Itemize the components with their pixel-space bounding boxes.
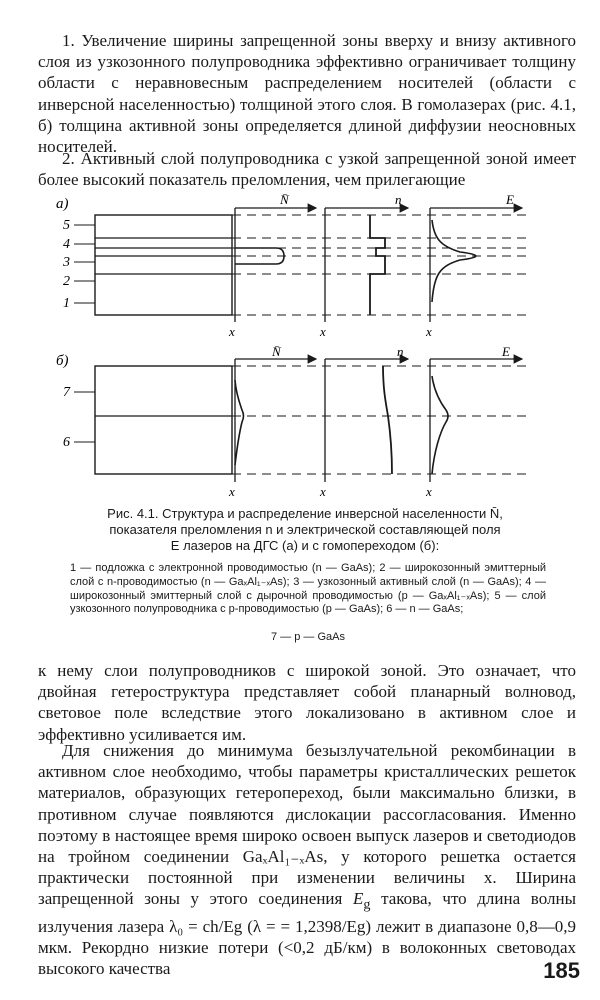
paragraph-3: к нему слои полупроводников с широкой зоной. Это означает, что двойная гетероструктура представляет собой планарный волновод, световое поле вследствие этого локализовано в активном слое и эффективно усиливается им.	[38, 661, 576, 744]
layer-label-2: 2	[63, 274, 70, 289]
figure-diagram	[40, 190, 560, 510]
paragraph-1: 1. Увеличение ширины запрещенной зоны вверху и внизу активного слоя из узкозонного полупроводника эффективно ограничивает толщину области с неравновесным распределением носителей (области с инверсной населенностью) толщиной этого слоя. В гомолазерах (рис. 4.1, б) толщина активной зоны определяется длиной диффузии неосновных носителей.	[38, 31, 576, 157]
band-gap-subscript: g	[363, 896, 371, 913]
wavelength-formula: λ₀ = ch/Eg (λ = = 1,2398/Eg)	[169, 917, 372, 937]
axis-label-N-a: N̄	[280, 192, 289, 207]
paragraph-2: 2. Активный слой полупроводника с узкой запрещенной зоной имеет более высокий показатель преломления, чем прилегающие	[38, 149, 576, 190]
paragraph-4-part-a: Для снижения до минимума безызлучательной рекомбинации в активном слое необходимо, чтобы параметры кристаллических решеток материалов, образующих гетеропереход, были максимально близки, в противном случае появляются дислокации рассогласования. Именно поэтому в настоящее время широко освоен выпуск лазеров и светодиодов на тройном соединении	[38, 741, 576, 867]
axis-label-E-b: E	[502, 344, 510, 359]
figure-legend-last: 7 — p — GaAs	[271, 631, 345, 643]
axis-label-x-b2: x	[320, 484, 326, 499]
layer-label-3: 3	[63, 255, 70, 270]
electric-field-curve-a	[432, 220, 476, 302]
axis-label-x-a3: x	[426, 324, 432, 339]
layer-label-7: 7	[63, 385, 70, 400]
axis-label-n-b: n	[397, 344, 404, 359]
chemical-formula: GaₓAl₁₋ₓAs	[242, 847, 324, 867]
caption-line-2: показателя преломления n и электрической составляющей поля	[109, 522, 501, 537]
caption-line-1: Рис. 4.1. Структура и распределение инверсной населенности N̄,	[107, 506, 503, 521]
paragraph-4	[38, 740, 576, 980]
figure-caption	[70, 506, 540, 554]
refractive-index-profile-a	[370, 215, 385, 315]
paragraph-4-part-d: лежит в диапазоне 0,8—0,9 мкм. Рекордно низкие потери (<0,2 дБ/км) в волоконных световодах высокого качества	[38, 917, 576, 979]
axis-label-x-b3: x	[426, 484, 432, 499]
axis-label-x-b1: x	[229, 484, 235, 499]
panel-b-layer-labels	[63, 385, 71, 450]
panel-b-label: б)	[56, 353, 69, 369]
inversion-population-curve-a	[235, 248, 284, 264]
axis-label-E-a: E	[506, 192, 514, 207]
figure-4-1	[40, 190, 560, 510]
paragraph-4-part-b: , у которого решетка остается практически постоянной при изменении величины x. Ширина запрещенной зоны у этого соединения	[38, 847, 576, 909]
panel-a-structure	[95, 215, 232, 315]
inversion-population-curve-b	[235, 380, 244, 465]
layer-label-5: 5	[63, 218, 70, 233]
axis-label-N-b: N̄	[272, 344, 281, 359]
layer-label-1: 1	[63, 296, 70, 311]
layer-label-4: 4	[63, 237, 70, 252]
axis-label-x-a1: x	[229, 324, 235, 339]
axis-label-x-a2: x	[320, 324, 326, 339]
panel-a-label: а)	[56, 196, 69, 212]
electric-field-curve-b	[432, 376, 448, 474]
panel-b-dashed-guides	[232, 366, 530, 474]
refractive-index-profile-b	[383, 366, 392, 474]
page-number: 185	[543, 958, 580, 983]
axis-label-n-a: n	[395, 192, 402, 207]
band-gap-symbol: E	[352, 889, 364, 909]
figure-legend: 1 — подложка с электронной проводимостью (n — GaAs); 2 — широкозонный эмиттерный слой с n-проводимостью (n — GaₓAl₁₋ₓAs); 3 — узкозонный активный слой (n — GaAs); 4 — широкозонный эмиттерный слой с дырочной проводимостью (p — GaₓAl₁₋ₓAs); 5 — слой узкозонного полупроводника с p-проводимостью (p — GaAs); 6 — n — GaAs;	[70, 562, 546, 616]
caption-line-3: E лазеров на ДГС (а) и с гомопереходом (б):	[170, 538, 440, 553]
layer-label-6: 6	[63, 435, 70, 450]
paragraph-4-part-c: такова, что длина волны излучения лазера	[38, 889, 576, 937]
panel-a-dashed-guides	[232, 215, 530, 315]
panel-b-structure	[95, 366, 232, 474]
panel-a-layer-labels	[62, 218, 70, 311]
